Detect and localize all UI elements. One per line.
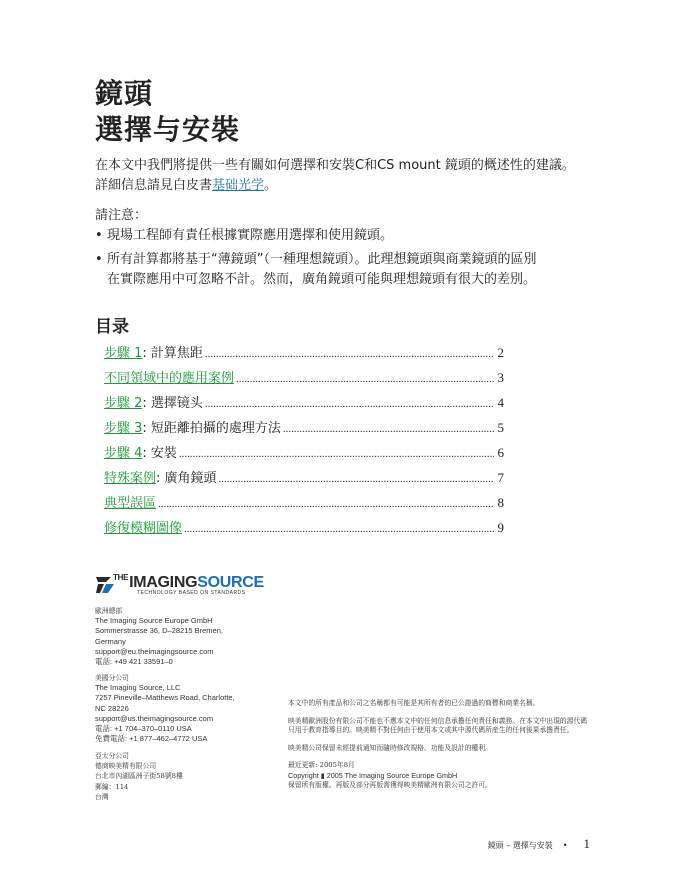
toc-leader xyxy=(283,423,494,435)
legal-trademarks: 本文中的所有產品和公司之名稱都有可能是其所有者的已公證過的商標和商業名稱。 xyxy=(288,699,540,707)
address-line: 台灣 xyxy=(95,792,109,801)
toc-entry-link[interactable]: 步驟 4 xyxy=(104,446,143,461)
address-phone: 電話: +1 704–370–0110 USA xyxy=(95,724,192,734)
toc-page-number: 7 xyxy=(497,470,504,485)
toc-entry-link[interactable]: 修復模糊圖像 xyxy=(104,521,183,536)
support-email-usa[interactable]: support@us.theimagingsource.com xyxy=(95,713,214,723)
intro-line2-suffix: 。 xyxy=(264,178,278,193)
support-email-europe[interactable]: support@eu.theimagingsource.com xyxy=(95,646,214,656)
toc-entry-title: : 選擇镜头 xyxy=(142,396,203,411)
page-footer xyxy=(488,836,590,852)
toc-entry[interactable] xyxy=(104,417,504,442)
toc-heading: 目录 xyxy=(95,317,129,337)
intro-line1: 在本文中我們將提供一些有關如何選擇和安裝C和CS mount 鏡頭的概述性的建議。 xyxy=(95,158,575,173)
address-line: Sommerstrasse 36, D–28215 Bremen, xyxy=(95,626,223,636)
address-line: 郵編：114 xyxy=(95,782,129,791)
logo-name-dark: IMAGING xyxy=(129,574,198,591)
toc-entry-title: : 計算焦距 xyxy=(142,346,203,361)
copyright: Copyright ▮ 2005 The Imaging Source Europe GmbH xyxy=(288,770,458,780)
toc-page-number: 3 xyxy=(497,370,504,385)
note-bullet-1-text: 現場工程師有責任根據實際應用選擇和使用鏡頭。 xyxy=(107,228,394,243)
address-line: 7257 Pineville–Matthews Road, Charlotte, xyxy=(95,693,235,703)
note-bullet-1 xyxy=(95,226,615,246)
toc-leader xyxy=(219,473,494,485)
bullet-mark: • xyxy=(95,228,103,243)
address-label: 歐洲總部 xyxy=(95,607,123,615)
toc-leader xyxy=(184,523,494,535)
address-line: 德商映美精有限公司 xyxy=(95,762,157,771)
intro-paragraph xyxy=(95,156,615,196)
toc-entry[interactable] xyxy=(104,442,504,467)
address-line: 台北市內湖區洲子街58號8樓 xyxy=(95,772,183,781)
rights-reserved: 保留所有版權。再版及部分再版需獲得映美精歐洲有限公司之許可。 xyxy=(288,780,492,789)
address-line: The Imaging Source, LLC xyxy=(95,683,181,693)
toc-page-number: 8 xyxy=(497,495,504,510)
note-bullet-2 xyxy=(95,250,615,290)
address-europe xyxy=(95,606,265,667)
toc-entry-title: : 短距離拍攝的處理方法 xyxy=(142,421,281,436)
address-label: 美國分公司 xyxy=(95,674,129,682)
intro-line2 xyxy=(95,176,615,196)
address-line: NC 28226 xyxy=(95,703,129,713)
address-asia xyxy=(95,751,265,802)
toc-page-number: 4 xyxy=(497,395,504,410)
logo-name-blue: SOURCE xyxy=(197,574,264,591)
toc-entry-link[interactable]: 不同領域中的應用案例 xyxy=(104,371,235,386)
toc-entry[interactable] xyxy=(104,467,504,492)
logo-the: THE xyxy=(113,573,129,582)
company-logo xyxy=(95,573,264,601)
toc-entry[interactable] xyxy=(104,517,504,542)
address-phone: 免費電話: +1 877–462–4772 USA xyxy=(95,734,208,744)
legal-notice xyxy=(288,699,588,790)
bullet-mark: • xyxy=(95,252,103,267)
toc-entry-title: : 安裝 xyxy=(142,446,177,461)
toc-leader xyxy=(205,348,494,360)
toc-page-number: 2 xyxy=(497,345,504,360)
legal-disclaimer: 映美精歐洲股份有限公司不能也不應本文中的任何信息承擔任何責任和義務。在本文中出現的源代碼只用于教育指導目的。映美精不對任何由于使用本文或其中源代碼所産生的任何後果承擔責任。 xyxy=(288,716,588,735)
toc-page-number: 5 xyxy=(497,420,504,435)
footer-separator: • xyxy=(562,841,568,850)
toc-entry[interactable] xyxy=(104,342,504,367)
table-of-contents xyxy=(104,342,504,542)
toc-entry[interactable] xyxy=(104,367,504,392)
toc-leader xyxy=(158,498,494,510)
toc-page-number: 9 xyxy=(497,520,504,535)
toc-entry[interactable] xyxy=(104,492,504,517)
address-line: Germany xyxy=(95,636,126,646)
toc-leader xyxy=(236,373,494,385)
address-usa xyxy=(95,673,265,744)
page-title-line2: 選擇与安裝 xyxy=(95,113,241,146)
toc-entry-link[interactable]: 步驟 1 xyxy=(104,346,143,361)
toc-page-number: 6 xyxy=(497,445,504,460)
running-title: 鏡頭 – 選擇与安裝 xyxy=(487,841,553,850)
note-bullet-2-line2: 在實際應用中可忽略不計。然而，廣角鏡頭可能與理想鏡頭有很大的差別。 xyxy=(107,272,537,287)
address-line: The Imaging Source Europe GmbH xyxy=(95,616,213,626)
intro-line2-prefix: 詳細信息請見白皮書 xyxy=(95,178,213,193)
page-title-line1: 鏡頭 xyxy=(95,77,154,110)
basic-optics-link[interactable]: 基础光学 xyxy=(212,178,265,193)
toc-entry-link[interactable]: 步驟 2 xyxy=(104,396,143,411)
toc-entry[interactable] xyxy=(104,392,504,417)
toc-entry-link[interactable]: 典型誤區 xyxy=(104,496,157,511)
logo-tagline: TECHNOLOGY BASED ON STANDARDS xyxy=(137,590,246,596)
legal-changes: 映美精公司保留未經提前通知而隨時修改規格、功能及設計的權利。 xyxy=(288,743,492,752)
address-phone: 電話: +49 421 33591–0 xyxy=(95,657,173,667)
note-bullet-2-line1: 所有計算都將基于“薄鏡頭”（一種理想鏡頭）。此理想鏡頭與商業鏡頭的區別 xyxy=(107,252,537,267)
address-label: 亞太分公司 xyxy=(95,752,129,760)
toc-entry-title: : 廣角鏡頭 xyxy=(156,471,217,486)
last-updated: 最近更新: 2005年8月 xyxy=(288,761,355,770)
toc-leader xyxy=(179,448,494,460)
page-number: 1 xyxy=(583,836,590,851)
toc-entry-link[interactable]: 步驟 3 xyxy=(104,421,143,436)
toc-leader xyxy=(205,398,494,410)
notes-heading: 請注意： xyxy=(95,208,148,223)
toc-entry-link[interactable]: 特殊案例 xyxy=(104,471,157,486)
